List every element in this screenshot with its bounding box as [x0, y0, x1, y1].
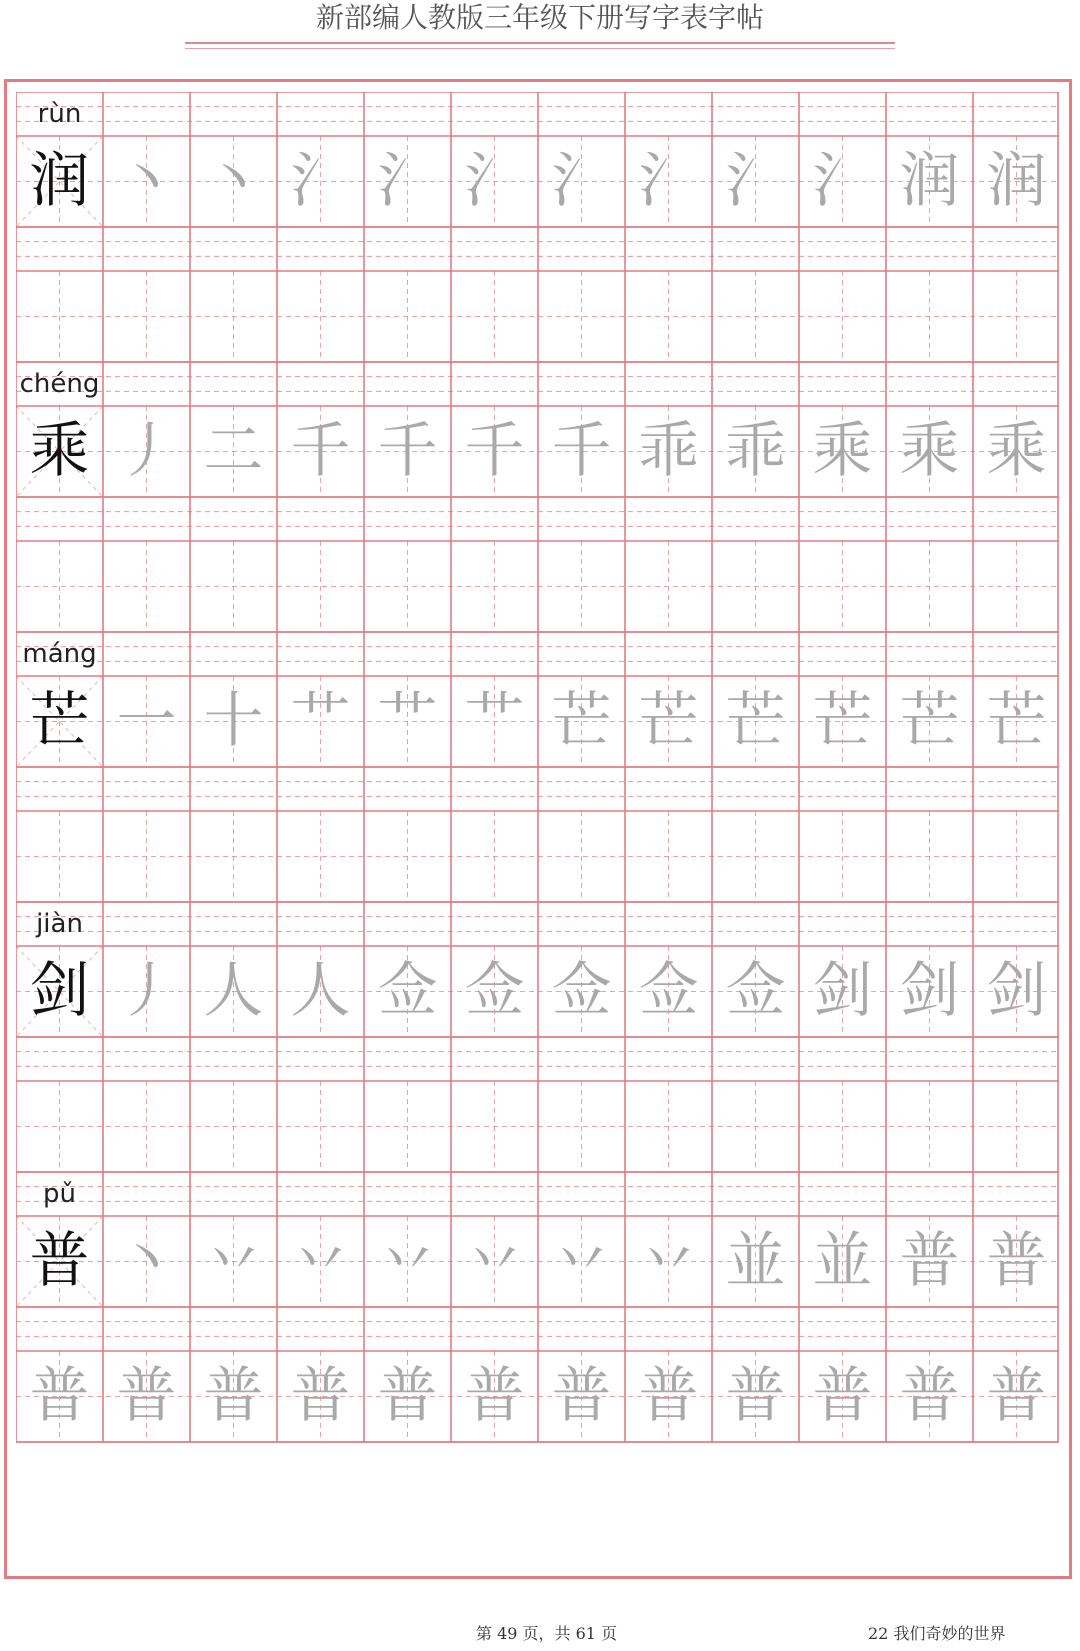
character-block	[16, 1172, 1059, 1442]
stroke-step: 芒	[551, 686, 612, 756]
tracing-character: 普	[203, 1361, 264, 1431]
stroke-step: 人	[203, 956, 264, 1026]
stroke-step: 佥	[638, 956, 699, 1026]
stroke-step: 丷	[377, 1226, 438, 1296]
stroke-step: 剑	[986, 956, 1047, 1026]
stroke-step: 人	[290, 956, 351, 1026]
stroke-step: 丷	[551, 1226, 612, 1296]
stroke-step: 佥	[551, 956, 612, 1026]
page-number: 第 49 页，共 61 页	[476, 1624, 618, 1643]
model-character: 润	[29, 146, 90, 216]
stroke-step: 佥	[725, 956, 786, 1026]
stroke-step: 丶	[116, 1226, 177, 1296]
stroke-step: 氵	[812, 146, 873, 216]
pinyin: pǔ	[43, 1179, 76, 1209]
tracing-character: 普	[986, 1361, 1047, 1431]
stroke-step: 氵	[464, 146, 525, 216]
tracing-character: 普	[812, 1361, 873, 1431]
stroke-step: 佥	[464, 956, 525, 1026]
stroke-step: 艹	[290, 686, 351, 756]
title-rule	[185, 48, 895, 49]
stroke-step: 芒	[725, 686, 786, 756]
tracing-character: 普	[725, 1361, 786, 1431]
character-block	[16, 632, 1059, 902]
stroke-step: 千	[464, 416, 525, 486]
stroke-step: 佥	[377, 956, 438, 1026]
stroke-step: 剑	[812, 956, 873, 1026]
stroke-step: 芒	[812, 686, 873, 756]
stroke-step: 丷	[638, 1226, 699, 1296]
stroke-step: 剑	[899, 956, 960, 1026]
stroke-step: 並	[812, 1226, 873, 1296]
stroke-step: 丿	[116, 416, 177, 486]
stroke-step: 千	[551, 416, 612, 486]
page-title: 新部编人教版三年级下册写字表字帖	[315, 1, 764, 34]
stroke-step: 千	[290, 416, 351, 486]
title-rule	[185, 42, 895, 44]
stroke-step: 氵	[638, 146, 699, 216]
lesson-title: 22 我们奇妙的世界	[868, 1624, 1006, 1643]
stroke-step: 乘	[899, 416, 960, 486]
stroke-step: 普	[899, 1226, 960, 1296]
stroke-step: 並	[725, 1226, 786, 1296]
stroke-step: 十	[203, 686, 264, 756]
stroke-step: 乖	[725, 416, 786, 486]
stroke-step: 丷	[464, 1226, 525, 1296]
tracing-character: 普	[290, 1361, 351, 1431]
tracing-character: 普	[377, 1361, 438, 1431]
stroke-step: 艹	[377, 686, 438, 756]
stroke-step: 二	[203, 416, 264, 486]
stroke-step: 氵	[725, 146, 786, 216]
stroke-step: 芒	[986, 686, 1047, 756]
stroke-step: 乖	[638, 416, 699, 486]
stroke-step: 丶	[116, 146, 177, 216]
stroke-step: 普	[986, 1226, 1047, 1296]
stroke-step: 丷	[203, 1226, 264, 1296]
tracing-character: 普	[899, 1361, 960, 1431]
pinyin: rùn	[37, 99, 82, 129]
stroke-step: 一	[116, 686, 177, 756]
tracing-character: 普	[116, 1361, 177, 1431]
stroke-step: 氵	[377, 146, 438, 216]
stroke-step: 丷	[290, 1226, 351, 1296]
stroke-step: 丶	[203, 146, 264, 216]
stroke-step: 芒	[638, 686, 699, 756]
tracing-character: 普	[551, 1361, 612, 1431]
model-character: 芒	[29, 686, 90, 756]
stroke-step: 乘	[986, 416, 1047, 486]
pinyin: jiàn	[36, 909, 83, 939]
model-character: 剑	[29, 956, 90, 1026]
tracing-character: 普	[464, 1361, 525, 1431]
model-character: 普	[29, 1226, 90, 1296]
stroke-step: 艹	[464, 686, 525, 756]
stroke-step: 氵	[290, 146, 351, 216]
stroke-step: 润	[899, 146, 960, 216]
writing-grid	[16, 92, 1059, 1568]
pinyin: máng	[22, 639, 97, 669]
stroke-step: 乘	[812, 416, 873, 486]
model-character: 乘	[29, 416, 90, 486]
stroke-step: 氵	[551, 146, 612, 216]
character-block	[16, 362, 1059, 632]
stroke-step: 芒	[899, 686, 960, 756]
stroke-step: 丿	[116, 956, 177, 1026]
stroke-step: 千	[377, 416, 438, 486]
stroke-step: 润	[986, 146, 1047, 216]
character-block	[16, 902, 1059, 1172]
character-block	[16, 92, 1059, 362]
tracing-character: 普	[638, 1361, 699, 1431]
tracing-character: 普	[29, 1361, 90, 1431]
pinyin: chéng	[19, 369, 100, 399]
